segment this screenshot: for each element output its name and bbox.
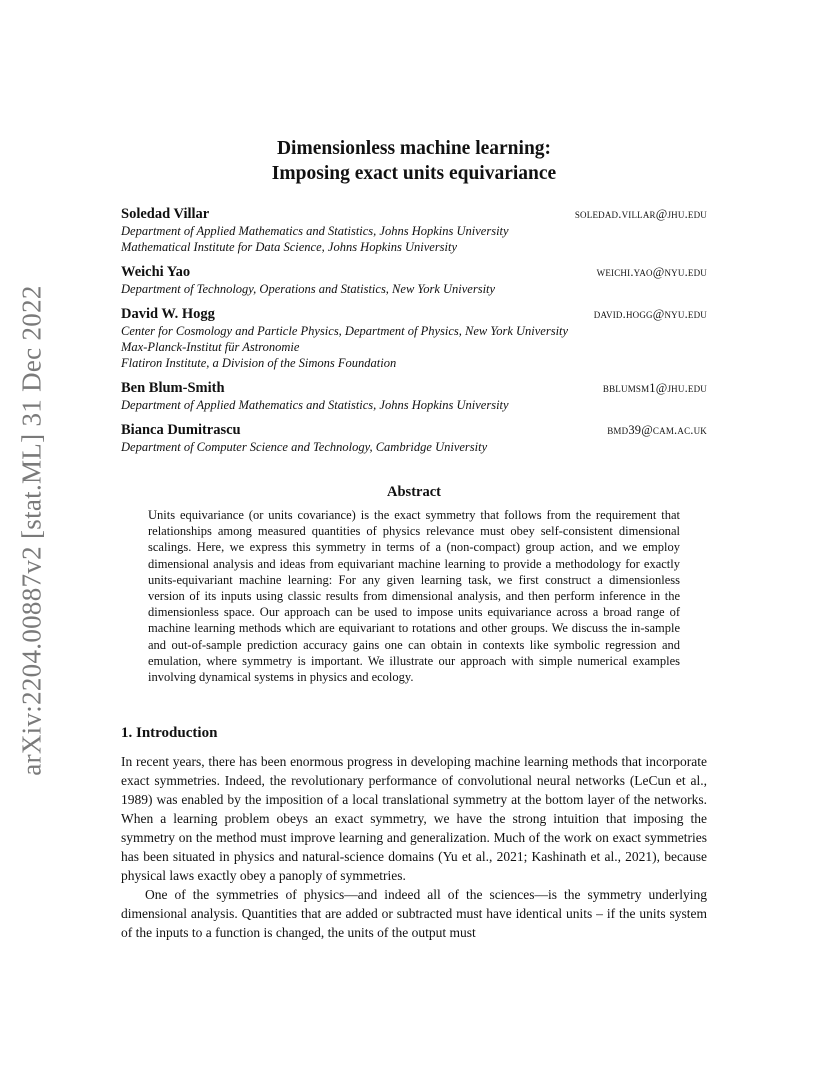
author-list	[121, 205, 707, 463]
author-email: bblumsm1@jhu.edu	[602, 381, 707, 395]
author-affiliation: Department of Applied Mathematics and Statistics, Johns Hopkins University	[121, 398, 509, 412]
author-name: Soledad Villar	[121, 206, 210, 222]
paper-title	[0, 136, 828, 186]
section-heading-introduction: 1. Introduction	[121, 725, 218, 741]
author-block	[121, 205, 707, 255]
author-block	[121, 421, 707, 455]
author-name: David W. Hogg	[121, 306, 215, 322]
author-block	[121, 263, 707, 297]
author-affiliation: Department of Technology, Operations and Statistics, New York University	[121, 282, 496, 296]
author-affiliation: Flatiron Institute, a Division of the Simons Foundation	[121, 356, 397, 370]
author-affiliation: Max-Planck-Institut für Astronomie	[121, 340, 300, 354]
author-name: Bianca Dumitrascu	[121, 422, 241, 438]
arxiv-id-text: arXiv:2204.00887v2 [stat.ML] 31 Dec 2022	[16, 284, 47, 776]
title-line-1: Dimensionless machine learning:	[276, 138, 552, 159]
author-block	[121, 379, 707, 413]
author-email: david.hogg@nyu.edu	[593, 307, 707, 321]
paragraph: In recent years, there has been enormous progress in developing machine learning methods that incorporate exact symmetries. Indeed, the revolutionary performance of convolutional neural networks (LeCun et al., 1989) was enabled by the imposition of a local translational symmetry at the bottom layer of the networks. When a learning problem obeys an exact symmetry, we have the strong intuition that imposing the symmetry on the method must improve learning and generalization. Much of the work on exact symmetries has been situated in physics and natural-science domains (Yu et al., 2021; Kashinath et al., 2021), because physical laws exactly obey a panoply of symmetries.	[121, 754, 707, 883]
title-line-2: Imposing exact units equivariance	[271, 163, 557, 184]
author-email: weichi.yao@nyu.edu	[596, 265, 707, 279]
author-name: Weichi Yao	[121, 264, 191, 280]
arxiv-identifier-stamp	[10, 280, 54, 780]
paragraph: One of the symmetries of physics—and indeed all of the sciences—is the symmetry underlying dimensional analysis. Quantities that are added or subtracted must have identical units – if the units system of the inputs to a function is changed, the units of the output must	[121, 887, 707, 940]
author-affiliation: Department of Applied Mathematics and Statistics, Johns Hopkins University	[121, 224, 509, 238]
abstract-text: Units equivariance (or units covariance) is the exact symmetry that follows from the requirement that relationships among measured quantities of physics relevance must obey self-consistent dimensional scalings. Here, we express this symmetry in terms of a (non-compact) group action, and we employ dimensional analysis and ideas from equivariant machine learning to provide a methodology for exactly units-equivariant machine learning: For any given learning task, we first construct a dimensionless version of its inputs using classic results from dimensional analysis, and then perform inference in the dimensionless space. Our approach can be used to impose units equivariance across a broad range of machine learning methods which are equivariant to rotations and other groups. We discuss the in-sample and out-of-sample prediction accuracy gains one can obtain in contexts like symbolic regression and emulation, where symmetry is important. We illustrate our approach with simple numerical examples involving dynamical systems in physics and ecology.	[148, 508, 680, 685]
introduction-body	[121, 752, 707, 942]
author-affiliation: Center for Cosmology and Particle Physics, Department of Physics, New York University	[121, 324, 569, 338]
author-block	[121, 305, 707, 371]
abstract-heading: Abstract	[387, 484, 441, 500]
author-affiliation: Department of Computer Science and Technology, Cambridge University	[121, 440, 488, 454]
author-affiliation: Mathematical Institute for Data Science, Johns Hopkins University	[121, 240, 458, 254]
author-name: Ben Blum-Smith	[121, 380, 225, 396]
author-email: bmd39@cam.ac.uk	[607, 423, 707, 437]
author-email: soledad.villar@jhu.edu	[574, 207, 707, 221]
